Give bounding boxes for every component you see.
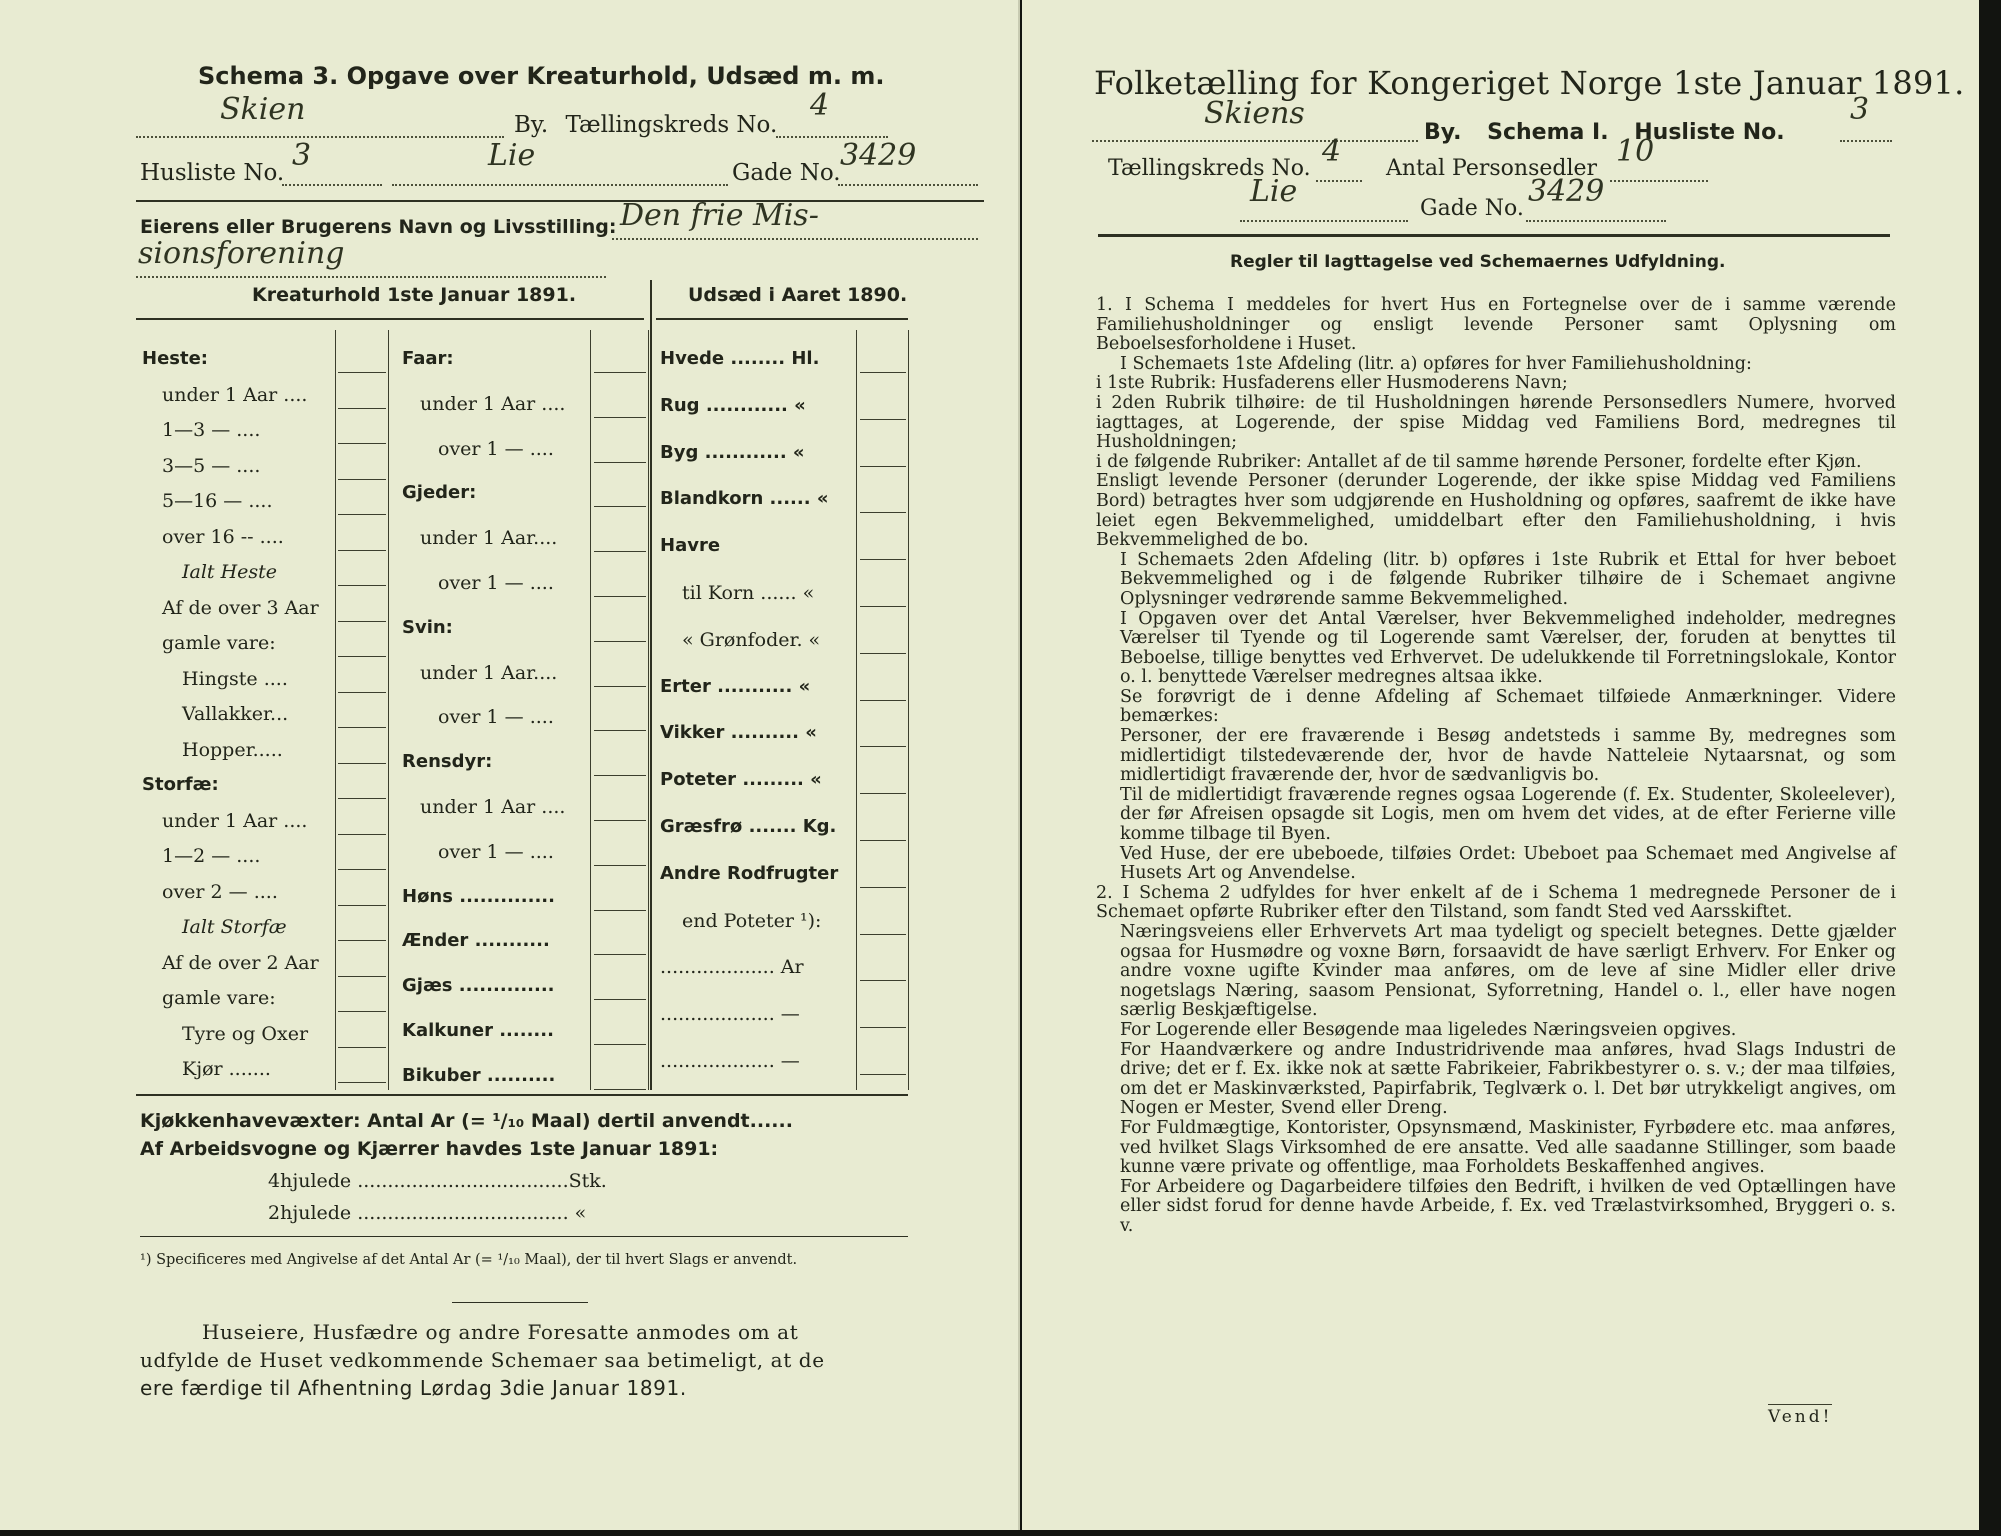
row-label: Gjeder: (402, 482, 477, 504)
rule-paragraph: i 2den Rubrik tilhøire: de til Husholdningen hørende Personsedlers Numere, hvorved iagttages, at Logerende, der spise Middag ved Familiens Bord, medregnes til Husholdningen; (1096, 392, 1896, 453)
entry-line[interactable] (860, 653, 906, 654)
entry-line[interactable] (338, 869, 386, 870)
entry-line[interactable] (338, 1011, 386, 1012)
r-kreds-field[interactable] (1316, 134, 1362, 182)
owner-field[interactable] (612, 198, 978, 240)
entry-line[interactable] (338, 727, 386, 728)
entry-line[interactable] (594, 641, 646, 642)
grid-line (388, 330, 389, 1090)
entry-line[interactable] (338, 976, 386, 977)
row-label: end Poteter ¹): (682, 909, 822, 932)
street-field[interactable] (392, 138, 728, 186)
footnote-rule (140, 1236, 908, 1237)
entry-line[interactable] (860, 887, 906, 888)
r-personsedler-value: 10 (1616, 134, 1655, 169)
row-label: Hopper..... (182, 738, 283, 761)
row-label: ................... — (660, 1003, 800, 1026)
row-label: under 1 Aar .... (162, 809, 308, 832)
row-label: Rensdyr: (402, 751, 493, 773)
r-schema-row (1424, 120, 1785, 145)
entry-line[interactable] (860, 512, 906, 513)
entry-line[interactable] (338, 692, 386, 693)
right-page (1022, 0, 1979, 1530)
entry-line[interactable] (860, 466, 906, 467)
row-label: under 1 Aar.... (420, 661, 558, 684)
row-label: Gjæs .............. (402, 975, 555, 997)
hjul2-text: 2hjulede ................................... « (268, 1202, 587, 1224)
header-rule-right (656, 318, 908, 320)
row-label: « Grønfoder. « (682, 628, 821, 651)
row-label: Andre Rodfrugter (660, 862, 839, 884)
row-label: gamle vare: (162, 987, 276, 1009)
by-label: By. (514, 112, 549, 138)
entry-line[interactable] (860, 606, 906, 607)
row-label: Af de over 3 Aar (162, 596, 319, 619)
entry-line[interactable] (594, 551, 646, 552)
rule-paragraph: Ensligt levende Personer (derunder Logerende, der ikke spise Middag ved Familiens Bord) betragtes hver som udgjørende en Husholdning og opføres, saafremt de ikke have leiet egen Bekvemmelighed, umiddelbart efter den Familiehusholdning, i hvis Bekvemmelighed de bo. (1096, 471, 1896, 551)
row-label: over 1 — .... (438, 572, 554, 594)
entry-line[interactable] (338, 1047, 386, 1048)
row-label: over 1 — .... (438, 840, 554, 863)
by-value: Skien (220, 92, 306, 127)
row-label: ................... Ar (660, 956, 804, 979)
entry-line[interactable] (594, 506, 646, 507)
entry-line[interactable] (338, 372, 386, 373)
closing-line-3: ere færdige til Afhentning Lørdag 3die Januar 1891. (140, 1376, 687, 1400)
by-field[interactable] (136, 92, 504, 138)
row-label: Faar: (402, 348, 454, 369)
grid-line (335, 330, 336, 1090)
rule-paragraph: 1. I Schema I meddeles for hvert Hus en Fortegnelse over de i samme værende Familiehusholdninger og ensligt levende Personer samt Oplysning om Beboelsesforholdene i Huset. (1096, 295, 1896, 355)
r-husliste-value: 3 (1850, 92, 1870, 127)
rule-paragraph: Ved Huse, der ere ubeboede, tilføies Ordet: Ubeboet paa Schemaet med Angivelse af Husets Art og Anvendelse. (1120, 843, 1896, 884)
entry-line[interactable] (860, 419, 906, 420)
r-street-field[interactable] (1240, 174, 1408, 222)
schema3-title: Schema 3. Opgave over Kreaturhold, Udsæd m. m. (198, 62, 885, 90)
row-label: Hingste .... (182, 667, 288, 690)
r-personsedler-label: Antal Personsedler (1386, 156, 1598, 181)
closing-note (140, 1318, 910, 1402)
row-label: 5—16 — .... (162, 490, 273, 512)
entry-line[interactable] (594, 1089, 646, 1090)
row-label: Blandkorn ...... « (660, 488, 829, 510)
r-divider (1098, 234, 1890, 237)
row-label: Græsfrø ....... Kg. (660, 816, 837, 837)
kjokken-row (140, 1110, 793, 1132)
row-label: Ænder ........... (402, 930, 550, 952)
grid-line (590, 330, 591, 1090)
r-husliste-field[interactable] (1840, 92, 1892, 142)
row-label: 1—3 — .... (162, 419, 261, 441)
closing-line-2: udfylde de Huset vedkommende Schemaer saa betimeligt, at de (140, 1348, 825, 1372)
entry-line[interactable] (338, 479, 386, 480)
footnote: ¹) Specificeres med Angivelse af det Antal Ar (= ¹/₁₀ Maal), der til hvert Slags er anvendt. (140, 1252, 798, 1268)
r-kreds-value: 4 (1322, 134, 1342, 169)
row-label: Kjør ....... (182, 1058, 271, 1080)
entry-line[interactable] (594, 820, 646, 821)
grid-line (856, 330, 857, 1090)
row-label: Ialt Storfæ (182, 916, 287, 938)
street-value: Lie (488, 138, 536, 173)
rule-paragraph: I Schemaets 1ste Afdeling (litr. a) opføres for hver Familiehusholdning: (1120, 353, 1752, 374)
entry-line[interactable] (338, 1082, 386, 1083)
rule-paragraph: For Arbeidere og Dagarbeidere tilføies den Bedrift, i hvilken de ved Optællingen have eller sidst forud for denne havde Arbeide, f. Ex. ved Trælastvirksomhed, Bryggeri o. s. v. (1120, 1176, 1896, 1236)
entry-line[interactable] (594, 417, 646, 418)
rule-paragraph: Se forøvrigt de i denne Afdeling af Schemaet tilføiede Anmærkninger. Videre bemærkes: (1120, 686, 1896, 727)
entry-line[interactable] (594, 954, 646, 955)
rule-paragraph: I Opgaven over det Antal Værelser, hver Bekvemmelighed indeholder, medregnes Værelser til Tyende og til Logerende samt Værelser, der, foruden at benyttes til Beboelse, tillige benyttes ved Erhvervet. De udelukkende til Forretningslokale, Kontor o. l. benyttede Værelser medregnes altsaa ikke. (1120, 608, 1896, 688)
row-label: over 2 — .... (162, 880, 278, 903)
kreds-field[interactable] (776, 88, 888, 138)
rules-title: Regler til Iagttagelse ved Schemaernes Udfyldning. (1230, 252, 1726, 272)
entry-line[interactable] (338, 408, 386, 409)
row-label: Kalkuner ........ (402, 1020, 554, 1041)
row-label: Svin: (402, 616, 453, 638)
entry-line[interactable] (594, 596, 646, 597)
entry-line[interactable] (338, 763, 386, 764)
row-label: 1—2 — .... (162, 845, 261, 867)
entry-line[interactable] (860, 793, 906, 794)
entry-line[interactable] (860, 746, 906, 747)
entry-line[interactable] (338, 905, 386, 906)
row-label: under 1 Aar .... (162, 383, 308, 406)
r-gade-label: Gade No. (1420, 196, 1524, 221)
owner-value-2: sionsforening (138, 236, 345, 271)
entry-line[interactable] (338, 798, 386, 799)
kjokken-text: Kjøkkenhavevæxter: Antal Ar (= ¹/₁₀ Maal) dertil anvendt...... (140, 1110, 793, 1132)
grid-line (908, 330, 909, 1090)
entry-line[interactable] (860, 559, 906, 560)
arbeids-text: Af Arbeidsvogne og Kjærrer havdes 1ste Januar 1891: (140, 1138, 719, 1160)
r-gade-value: 3429 (1528, 174, 1605, 209)
entry-line[interactable] (594, 999, 646, 1000)
rule-paragraph: i 1ste Rubrik: Husfaderens eller Husmoderens Navn; (1096, 373, 1568, 394)
r-husliste-label: Husliste No. (1634, 120, 1785, 145)
entry-line[interactable] (860, 934, 906, 935)
row-label: Erter ........... « (660, 675, 811, 697)
rule-paragraph: For Haandværkere og andre Industridrivende maa anføres, hvad Slags Industri de drive; det er f. Ex. ikke nok at sætte Fabrikeier, Fabrikbestyrer o. s. v.; der maa tilføies, om det er Maskinværksted, Papirfabrik, Teglværk o. l. Det bør utrykkeligt angives, om Nogen er Mester, Svend eller Dreng. (1120, 1039, 1896, 1119)
rule-paragraph: For Fuldmægtige, Kontorister, Opsynsmænd, Maskinister, Fyrbødere etc. maa anføres, ved hvilket Slags Virksomhed de ere ansatte. Ved alle saadanne Stillinger, som baade kunne være private og offentlige, maa Forholdets Beskaffenhed angives. (1120, 1117, 1896, 1178)
rules-body (1096, 296, 1896, 1237)
entry-line[interactable] (860, 700, 906, 701)
entry-line[interactable] (594, 910, 646, 911)
entry-line[interactable] (594, 462, 646, 463)
vend-label: Vend! (1768, 1404, 1832, 1427)
row-label: over 1 — .... (438, 437, 554, 460)
short-rule (452, 1302, 588, 1303)
rule-paragraph: Personer, der ere fraværende i Besøg andetsteds i samme By, medregnes som midlertidigt tilstedeværende der, hvor de havde Natteleie Nytaarsnat, og som midlertidigt fraværende der, hvor de sædvanligvis bo. (1120, 726, 1896, 786)
row-label: til Korn ...... « (682, 582, 815, 604)
entry-line[interactable] (594, 686, 646, 687)
r-by-label: By. (1424, 120, 1462, 145)
row-label: Poteter ......... « (660, 769, 822, 791)
bottom-rule (136, 1094, 908, 1096)
row-label: under 1 Aar.... (420, 527, 558, 550)
entry-line[interactable] (860, 1027, 906, 1028)
entry-line[interactable] (860, 840, 906, 841)
header-rule-left (136, 318, 644, 320)
kreaturhold-header: Kreaturhold 1ste Januar 1891. (252, 284, 577, 306)
entry-line[interactable] (338, 621, 386, 622)
entry-line[interactable] (338, 940, 386, 941)
row-label: ................... — (660, 1050, 800, 1072)
entry-line[interactable] (594, 775, 646, 776)
rule-paragraph: i de følgende Rubriker: Antallet af de til samme hørende Personer, fordelte efter Kjøn. (1096, 451, 1862, 472)
entry-line[interactable] (594, 372, 646, 373)
row-label: Rug ............ « (660, 394, 806, 416)
kreds-value: 4 (810, 88, 830, 123)
rule-paragraph: I Schemaets 2den Afdeling (litr. b) opføres i 1ste Rubrik et Ettal for hver beboet Bekvemmelighed og i de følgende Rubriker tilhøire de i Schemaet angivne Oplysninger vedrørende samme Bekvemmelighed. (1120, 549, 1896, 609)
entry-line[interactable] (338, 656, 386, 657)
row-label: under 1 Aar .... (420, 392, 566, 415)
entry-line[interactable] (860, 980, 906, 981)
udsaed-header: Udsæd i Aaret 1890. (688, 284, 908, 306)
row-label: Vikker .......... « (660, 722, 817, 744)
r-kreds-label: Tællingskreds No. (1108, 156, 1311, 181)
closing-line-1: Huseiere, Husfædre og andre Foresatte anmodes om at (202, 1320, 799, 1344)
grid-line (648, 330, 649, 1090)
rule-paragraph: 2. I Schema 2 udfyldes for hver enkelt af de i Schema 1 medregnede Personer de i Schemaet opførte Rubriker efter den Tilstand, som fandt Sted ved Aarsskiftet. (1096, 882, 1896, 923)
husliste-label: Husliste No. (140, 160, 285, 186)
row-label: over 1 — .... (438, 706, 554, 729)
r-by-field[interactable] (1092, 96, 1418, 142)
r-by-value: Skiens (1204, 96, 1305, 131)
row-label: Af de over 2 Aar (162, 951, 319, 974)
owner-value-1: Den frie Mis- (620, 198, 819, 233)
census-title: Folketælling for Kongeriget Norge 1ste Januar 1891. (1094, 64, 1965, 102)
entry-line[interactable] (594, 730, 646, 731)
gade-value: 3429 (840, 138, 917, 173)
row-label: over 16 -- .... (162, 525, 284, 548)
r-street-value: Lie (1250, 174, 1298, 209)
hjul4-text: 4hjulede ...................................Stk. (268, 1170, 607, 1192)
row-label: Byg ............ « (660, 441, 805, 463)
rule-paragraph: Til de midlertidigt fraværende regnes ogsaa Logerende (f. Ex. Studenter, Skoleelever), der før Afreisen opsagde sit Logis, men om hvem det vides, at de efter Ferierne ville komme tilbage til Byen. (1120, 784, 1896, 845)
row-label: under 1 Aar .... (420, 796, 566, 818)
row-label: Ialt Heste (182, 561, 278, 583)
entry-line[interactable] (338, 443, 386, 444)
row-label: 3—5 — .... (162, 454, 261, 477)
rule-paragraph: Næringsveiens eller Erhvervets Art maa tydeligt og specielt betegnes. Dette gjælder ogsaa for Husmødre og voxne Børn, forsaavidt de have særligt Erhverv. For Enker og andre voxne ugifte Kvinder maa anføres, om de leve af sine Midler eller drive nogetslags Næring, saasom Pensionat, Syforretning, Handel o. l., eller have nogen særlig Beskjæftigelse. (1120, 922, 1896, 1021)
r-schema-label: Schema I. (1487, 120, 1609, 145)
entry-line[interactable] (338, 550, 386, 551)
entry-line[interactable] (338, 585, 386, 586)
entry-line[interactable] (860, 372, 906, 373)
row-label: Bikuber .......... (402, 1064, 556, 1086)
entry-line[interactable] (594, 1044, 646, 1045)
owner-field-2[interactable] (136, 236, 606, 278)
husliste-value: 3 (292, 138, 312, 173)
rule-paragraph: For Logerende eller Besøgende maa ligeledes Næringsveien opgives. (1120, 1019, 1737, 1040)
row-label: Vallakker... (182, 703, 289, 725)
husliste-field[interactable] (282, 138, 382, 186)
column-divider (650, 280, 652, 1090)
gade-field[interactable] (838, 138, 978, 186)
entry-line[interactable] (594, 865, 646, 866)
entry-line[interactable] (338, 834, 386, 835)
row-label: Storfæ: (142, 774, 219, 795)
row-label: Hvede ........ Hl. (660, 348, 820, 369)
kreds-label: Tællingskreds No. (565, 112, 778, 138)
row-label: Havre (660, 535, 721, 557)
row-label: Tyre og Oxer (182, 1022, 309, 1045)
r-personsedler-field[interactable] (1610, 134, 1708, 182)
gade-label: Gade No. (732, 160, 841, 186)
r-gade-field[interactable] (1526, 174, 1666, 222)
row-label: gamle vare: (162, 632, 276, 654)
owner-label: Eierens eller Brugerens Navn og Livsstilling: (140, 216, 617, 238)
entry-line[interactable] (338, 514, 386, 515)
row-label: Høns .............. (402, 885, 555, 907)
row-label: Heste: (142, 348, 208, 369)
divider (136, 200, 984, 202)
entry-line[interactable] (860, 1074, 906, 1075)
